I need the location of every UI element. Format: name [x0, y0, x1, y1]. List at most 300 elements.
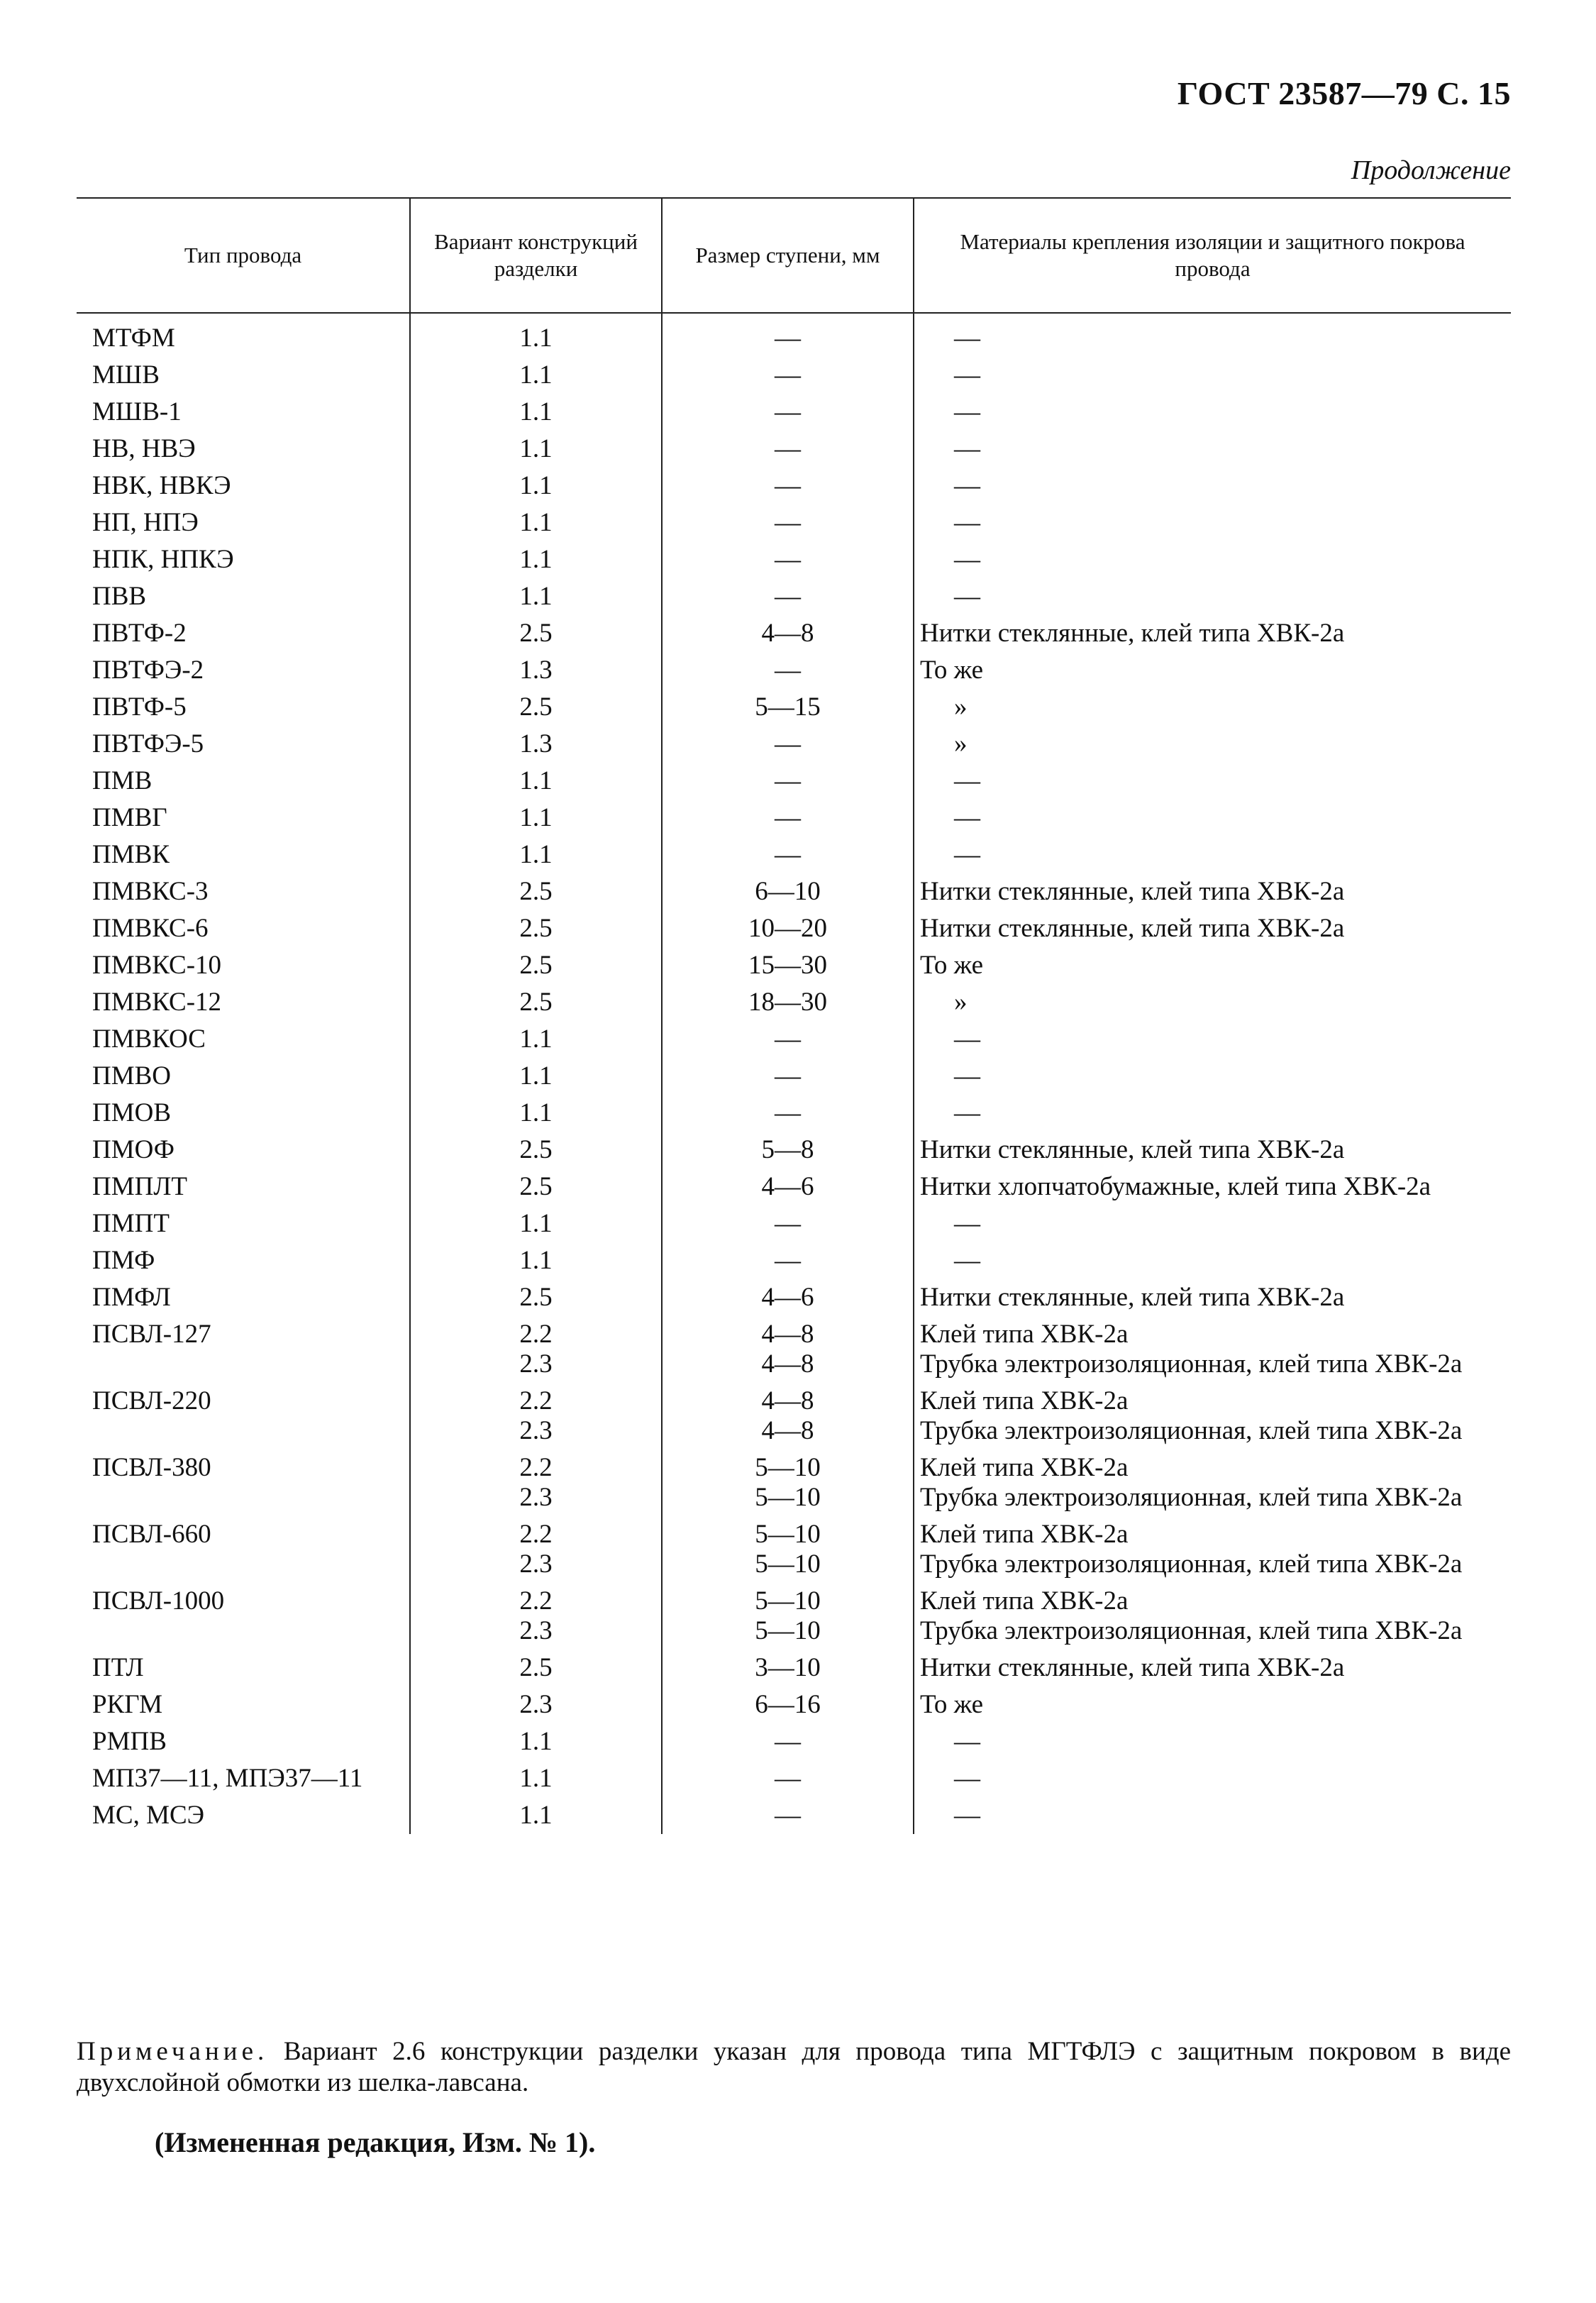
cell-step-size-line: —: [775, 360, 801, 390]
cell-materials-line: Трубка электроизоляционная, клей типа ХВК-2а: [920, 1550, 1463, 1579]
cell-wire-type: НВ, НВЭ: [92, 434, 196, 463]
cell-variant: [410, 1583, 662, 1650]
cell-wire-type: ПМВКС-3: [92, 877, 209, 906]
amendment-note: (Измененная редакция, Изм. № 1).: [155, 2126, 596, 2158]
table-row: [77, 1516, 1511, 1583]
cell-wire-type: ПМОФ: [92, 1135, 175, 1164]
cell-variant-line: 1.3: [519, 729, 553, 758]
cell-wire-type: ПМВКОС: [92, 1025, 206, 1054]
cell-variant-line: 2.3: [519, 1349, 553, 1379]
cell-materials-line: —: [954, 434, 980, 463]
cell-variant: [410, 1242, 662, 1279]
cell-variant-line: 1.1: [519, 471, 553, 500]
cell-step-size: [662, 1583, 914, 1650]
cell-variant: [410, 1650, 662, 1686]
cell-materials-line: »: [954, 692, 968, 722]
cell-variant: [410, 313, 662, 357]
cell-step-size-line: —: [775, 397, 801, 426]
cell-variant: [410, 1797, 662, 1834]
cell-variant-line: 2.5: [519, 988, 553, 1017]
cell-step-size-line: —: [775, 803, 801, 832]
cell-variant: [410, 1316, 662, 1383]
cell-variant: [410, 541, 662, 578]
cell-materials-line: Нитки стеклянные, клей типа ХВК-2а: [920, 1653, 1345, 1682]
cell-materials: [914, 1058, 1511, 1095]
cell-step-size-line: —: [775, 729, 801, 758]
table-row: [77, 1583, 1511, 1650]
cell-materials-line: —: [954, 803, 980, 832]
cell-materials-line: —: [954, 1025, 980, 1054]
cell-materials: [914, 357, 1511, 394]
cell-materials-line: —: [954, 545, 980, 574]
cell-materials-line: »: [954, 988, 968, 1017]
cell-step-size-line: —: [775, 656, 801, 685]
table-row: [77, 541, 1511, 578]
cell-variant-line: 2.5: [519, 692, 553, 722]
cell-materials-line: Трубка электроизоляционная, клей типа ХВК-2а: [920, 1616, 1463, 1645]
cell-materials: [914, 468, 1511, 504]
cell-step-size: [662, 1797, 914, 1834]
header-wire-type: Тип провода: [77, 198, 410, 313]
cell-wire-type: МТФМ: [92, 324, 175, 353]
cell-variant-line: 1.1: [519, 434, 553, 463]
table-row: [77, 763, 1511, 800]
cell-step-size: [662, 313, 914, 357]
table-row: [77, 984, 1511, 1021]
cell-step-size: [662, 1723, 914, 1760]
cell-variant: [410, 1205, 662, 1242]
cell-variant: [410, 1058, 662, 1095]
cell-variant-line: 2.5: [519, 619, 553, 648]
cell-variant-line: 2.2: [519, 1320, 553, 1349]
continuation-label: Продолжение: [1351, 155, 1511, 185]
cell-step-size: [662, 1132, 914, 1169]
cell-materials: [914, 910, 1511, 947]
cell-step-size-line: —: [775, 1025, 801, 1054]
cell-step-size: [662, 1169, 914, 1205]
cell-materials-line: Трубка электроизоляционная, клей типа ХВК-2а: [920, 1416, 1463, 1445]
cell-wire-type: РКГМ: [92, 1690, 163, 1719]
cell-variant: [410, 357, 662, 394]
cell-materials: [914, 394, 1511, 431]
cell-wire-type: ПВТФ-5: [92, 692, 187, 722]
table-row: [77, 1279, 1511, 1316]
table-row: [77, 504, 1511, 541]
cell-wire-type: МС, МСЭ: [92, 1801, 205, 1830]
cell-materials-line: —: [954, 1098, 980, 1127]
cell-step-size-line: 5—10: [755, 1520, 821, 1549]
cell-step-size-line: 4—8: [761, 1320, 814, 1349]
cell-wire-type: ПВТФЭ-2: [92, 656, 204, 685]
cell-variant: [410, 1279, 662, 1316]
cell-materials: [914, 763, 1511, 800]
cell-materials-line: —: [954, 324, 980, 353]
cell-variant: [410, 431, 662, 468]
cell-step-size-line: —: [775, 582, 801, 611]
cell-variant-line: 1.1: [519, 1246, 553, 1275]
cell-materials: [914, 1686, 1511, 1723]
cell-step-size-line: 5—10: [755, 1586, 821, 1616]
cell-step-size: [662, 578, 914, 615]
cell-materials: [914, 652, 1511, 689]
table-row: [77, 1650, 1511, 1686]
cell-materials: [914, 1383, 1511, 1449]
cell-variant-line: 1.1: [519, 397, 553, 426]
cell-step-size: [662, 394, 914, 431]
cell-step-size-line: 4—6: [761, 1283, 814, 1312]
cell-wire-type: НП, НПЭ: [92, 508, 199, 537]
cell-materials: [914, 1132, 1511, 1169]
cell-wire-type: ПВТФ-2: [92, 619, 187, 648]
table-row: [77, 357, 1511, 394]
cell-step-size-line: 10—20: [748, 914, 827, 943]
table-row: [77, 1058, 1511, 1095]
cell-wire-type: ПМВГ: [92, 803, 167, 832]
cell-wire-type: НВК, НВКЭ: [92, 471, 231, 500]
cell-variant-line: 2.5: [519, 951, 553, 980]
cell-step-size: [662, 1760, 914, 1797]
cell-wire-type: ПМВК: [92, 840, 170, 869]
header-step-size: Размер ступени, мм: [662, 198, 914, 313]
cell-variant-line: 1.1: [519, 324, 553, 353]
note: [77, 2036, 1511, 2099]
cell-step-size-line: —: [775, 1764, 801, 1793]
cell-variant: [410, 726, 662, 763]
cell-variant-line: 2.3: [519, 1616, 553, 1645]
cell-materials-line: Трубка электроизоляционная, клей типа ХВК-2а: [920, 1483, 1463, 1512]
cell-materials: [914, 431, 1511, 468]
cell-step-size: [662, 763, 914, 800]
cell-materials: [914, 1583, 1511, 1650]
cell-variant: [410, 1169, 662, 1205]
cell-variant-line: 2.3: [519, 1550, 553, 1579]
cell-materials-line: Нитки стеклянные, клей типа ХВК-2а: [920, 1135, 1345, 1164]
cell-variant-line: 2.3: [519, 1416, 553, 1445]
table-row: [77, 1095, 1511, 1132]
table-row: [77, 1686, 1511, 1723]
cell-wire-type: РМПВ: [92, 1727, 167, 1756]
cell-materials-line: Клей типа ХВК-2а: [920, 1453, 1129, 1482]
table-row: [77, 800, 1511, 836]
cell-step-size: [662, 1021, 914, 1058]
table-row: [77, 394, 1511, 431]
table-row: [77, 726, 1511, 763]
cell-variant: [410, 504, 662, 541]
cell-step-size-line: 4—6: [761, 1172, 814, 1201]
cell-step-size-line: 4—8: [761, 1416, 814, 1445]
cell-materials-line: Клей типа ХВК-2а: [920, 1520, 1129, 1549]
cell-step-size-line: —: [775, 840, 801, 869]
table-row: [77, 652, 1511, 689]
cell-variant: [410, 836, 662, 873]
cell-variant: [410, 1686, 662, 1723]
cell-variant-line: 1.1: [519, 766, 553, 795]
cell-wire-type: ПМПЛТ: [92, 1172, 188, 1201]
cell-variant: [410, 1760, 662, 1797]
cell-variant-line: 1.1: [519, 1061, 553, 1090]
cell-step-size-line: —: [775, 1727, 801, 1756]
cell-materials-line: —: [954, 1727, 980, 1756]
cell-step-size-line: 15—30: [748, 951, 827, 980]
cell-step-size: [662, 468, 914, 504]
cell-materials: [914, 1242, 1511, 1279]
cell-step-size-line: 5—8: [761, 1135, 814, 1164]
cell-materials-line: —: [954, 1801, 980, 1830]
cell-wire-type: ПМПТ: [92, 1209, 170, 1238]
cell-materials: [914, 1279, 1511, 1316]
cell-variant: [410, 763, 662, 800]
cell-variant-line: 2.2: [519, 1386, 553, 1415]
cell-materials: [914, 1169, 1511, 1205]
cell-step-size-line: —: [775, 471, 801, 500]
page-header: ГОСТ 23587—79 С. 15: [1177, 75, 1511, 111]
table-row: [77, 1316, 1511, 1383]
cell-step-size: [662, 1279, 914, 1316]
cell-variant-line: 1.1: [519, 1025, 553, 1054]
cell-step-size-line: 4—8: [761, 619, 814, 648]
cell-variant-line: 2.5: [519, 877, 553, 906]
cell-materials-line: То же: [920, 1690, 984, 1719]
cell-materials: [914, 1021, 1511, 1058]
cell-variant: [410, 394, 662, 431]
cell-materials: [914, 689, 1511, 726]
cell-materials-line: Клей типа ХВК-2а: [920, 1320, 1129, 1349]
cell-variant-line: 1.1: [519, 360, 553, 390]
cell-step-size: [662, 504, 914, 541]
cell-wire-type: ПСВЛ-127: [92, 1320, 211, 1349]
cell-materials-line: То же: [920, 951, 984, 980]
cell-variant-line: 2.3: [519, 1690, 553, 1719]
cell-variant-line: 1.1: [519, 1098, 553, 1127]
table-row: [77, 615, 1511, 652]
cell-step-size: [662, 1383, 914, 1449]
table-row: [77, 1383, 1511, 1449]
table-row: [77, 1242, 1511, 1279]
cell-wire-type: МП37—11, МПЭ37—11: [92, 1764, 363, 1793]
cell-step-size: [662, 1650, 914, 1686]
header-materials: Материалы крепления изоляции и защитного покрова провода: [914, 198, 1511, 313]
cell-materials: [914, 836, 1511, 873]
cell-variant-line: 1.1: [519, 840, 553, 869]
cell-step-size-line: —: [775, 1098, 801, 1127]
cell-materials-line: —: [954, 471, 980, 500]
cell-wire-type: ПТЛ: [92, 1653, 144, 1682]
cell-step-size-line: 5—10: [755, 1453, 821, 1482]
cell-step-size-line: 5—10: [755, 1483, 821, 1512]
cell-variant: [410, 947, 662, 984]
cell-materials: [914, 726, 1511, 763]
cell-materials-line: Клей типа ХВК-2а: [920, 1586, 1129, 1616]
cell-step-size-line: 18—30: [748, 988, 827, 1017]
cell-materials-line: Нитки хлопчатобумажные, клей типа ХВК-2а: [920, 1172, 1431, 1201]
cell-step-size-line: —: [775, 766, 801, 795]
cell-materials: [914, 1650, 1511, 1686]
table-row: [77, 873, 1511, 910]
cell-materials-line: —: [954, 582, 980, 611]
cell-materials-line: —: [954, 397, 980, 426]
cell-step-size: [662, 1242, 914, 1279]
table-row: [77, 947, 1511, 984]
cell-variant-line: 1.3: [519, 656, 553, 685]
cell-step-size: [662, 652, 914, 689]
cell-materials: [914, 541, 1511, 578]
cell-wire-type: ПМВКС-12: [92, 988, 222, 1017]
cell-materials-line: —: [954, 1764, 980, 1793]
note-label: Примечание.: [77, 2037, 269, 2066]
cell-wire-type: ПСВЛ-220: [92, 1386, 211, 1415]
cell-step-size: [662, 910, 914, 947]
cell-materials-line: Клей типа ХВК-2а: [920, 1386, 1129, 1415]
table-row: [77, 1449, 1511, 1516]
cell-variant: [410, 615, 662, 652]
table-row: [77, 1723, 1511, 1760]
cell-variant-line: 2.5: [519, 914, 553, 943]
cell-materials-line: Трубка электроизоляционная, клей типа ХВК-2а: [920, 1349, 1463, 1379]
cell-variant-line: 2.3: [519, 1483, 553, 1512]
cell-wire-type: ПМВКС-6: [92, 914, 209, 943]
wire-table: [77, 197, 1511, 1834]
cell-materials: [914, 578, 1511, 615]
cell-variant-line: 1.1: [519, 1727, 553, 1756]
table-row: [77, 836, 1511, 873]
cell-materials-line: Нитки стеклянные, клей типа ХВК-2а: [920, 1283, 1345, 1312]
cell-materials-line: Нитки стеклянные, клей типа ХВК-2а: [920, 877, 1345, 906]
cell-variant: [410, 1095, 662, 1132]
cell-variant-line: 2.5: [519, 1135, 553, 1164]
cell-step-size: [662, 1316, 914, 1383]
table-row: [77, 313, 1511, 357]
cell-variant: [410, 800, 662, 836]
cell-variant-line: 1.1: [519, 1764, 553, 1793]
cell-materials-line: —: [954, 1209, 980, 1238]
table-row: [77, 1169, 1511, 1205]
cell-step-size: [662, 800, 914, 836]
cell-step-size-line: 3—10: [755, 1653, 821, 1682]
cell-step-size-line: —: [775, 434, 801, 463]
cell-step-size-line: —: [775, 324, 801, 353]
cell-materials: [914, 504, 1511, 541]
cell-materials-line: Нитки стеклянные, клей типа ХВК-2а: [920, 914, 1345, 943]
cell-step-size-line: 5—15: [755, 692, 821, 722]
cell-materials: [914, 615, 1511, 652]
cell-materials: [914, 313, 1511, 357]
cell-variant: [410, 578, 662, 615]
cell-step-size-line: —: [775, 1801, 801, 1830]
cell-step-size: [662, 1516, 914, 1583]
cell-step-size: [662, 836, 914, 873]
cell-variant-line: 1.1: [519, 803, 553, 832]
cell-variant: [410, 1449, 662, 1516]
cell-step-size-line: —: [775, 508, 801, 537]
table-row: [77, 431, 1511, 468]
cell-variant: [410, 1516, 662, 1583]
cell-variant: [410, 1723, 662, 1760]
cell-step-size-line: 4—8: [761, 1386, 814, 1415]
table-row: [77, 1132, 1511, 1169]
cell-step-size: [662, 615, 914, 652]
cell-variant-line: 1.1: [519, 582, 553, 611]
cell-variant: [410, 1132, 662, 1169]
cell-step-size-line: 6—10: [755, 877, 821, 906]
cell-variant: [410, 1383, 662, 1449]
cell-materials: [914, 1760, 1511, 1797]
cell-materials: [914, 1095, 1511, 1132]
cell-variant-line: 1.1: [519, 508, 553, 537]
table-body: [77, 313, 1511, 1834]
table-header-row: [77, 198, 1511, 313]
cell-variant-line: 2.5: [519, 1172, 553, 1201]
cell-variant: [410, 1021, 662, 1058]
table-row: [77, 689, 1511, 726]
cell-wire-type: ПМФЛ: [92, 1283, 171, 1312]
cell-step-size: [662, 689, 914, 726]
cell-variant-line: 2.5: [519, 1283, 553, 1312]
cell-step-size: [662, 726, 914, 763]
cell-step-size: [662, 1686, 914, 1723]
cell-wire-type: ПМФ: [92, 1246, 155, 1275]
cell-variant-line: 1.1: [519, 545, 553, 574]
table-row: [77, 1205, 1511, 1242]
cell-wire-type: МШВ-1: [92, 397, 182, 426]
cell-materials-line: —: [954, 360, 980, 390]
cell-materials-line: —: [954, 766, 980, 795]
cell-materials-line: То же: [920, 656, 984, 685]
cell-wire-type: ПМВО: [92, 1061, 172, 1090]
cell-wire-type: НПК, НПКЭ: [92, 545, 234, 574]
cell-wire-type: ПВВ: [92, 582, 147, 611]
cell-variant: [410, 689, 662, 726]
table-row: [77, 578, 1511, 615]
table-row: [77, 468, 1511, 504]
cell-wire-type: ПВТФЭ-5: [92, 729, 204, 758]
cell-materials: [914, 1205, 1511, 1242]
cell-step-size: [662, 541, 914, 578]
cell-step-size: [662, 1058, 914, 1095]
table-row: [77, 910, 1511, 947]
cell-variant-line: 1.1: [519, 1209, 553, 1238]
cell-variant: [410, 910, 662, 947]
cell-wire-type: ПМВКС-10: [92, 951, 222, 980]
cell-variant: [410, 873, 662, 910]
header-variant: Вариант конструкций разделки: [410, 198, 662, 313]
cell-materials: [914, 1449, 1511, 1516]
cell-step-size: [662, 984, 914, 1021]
cell-materials: [914, 800, 1511, 836]
cell-variant: [410, 652, 662, 689]
cell-step-size-line: 4—8: [761, 1349, 814, 1379]
cell-materials: [914, 1516, 1511, 1583]
cell-variant: [410, 984, 662, 1021]
cell-step-size-line: —: [775, 1209, 801, 1238]
cell-materials: [914, 984, 1511, 1021]
cell-materials-line: —: [954, 840, 980, 869]
cell-step-size-line: 6—16: [755, 1690, 821, 1719]
cell-variant-line: 2.2: [519, 1586, 553, 1616]
cell-materials: [914, 1316, 1511, 1383]
cell-materials-line: »: [954, 729, 968, 758]
cell-wire-type: ПСВЛ-380: [92, 1453, 211, 1482]
table-row: [77, 1797, 1511, 1834]
cell-step-size: [662, 873, 914, 910]
table-row: [77, 1021, 1511, 1058]
cell-variant-line: 2.2: [519, 1520, 553, 1549]
cell-step-size-line: 5—10: [755, 1550, 821, 1579]
cell-materials-line: —: [954, 1246, 980, 1275]
cell-step-size-line: —: [775, 545, 801, 574]
cell-materials: [914, 947, 1511, 984]
cell-wire-type: ПСВЛ-1000: [92, 1586, 225, 1616]
cell-materials-line: —: [954, 1061, 980, 1090]
